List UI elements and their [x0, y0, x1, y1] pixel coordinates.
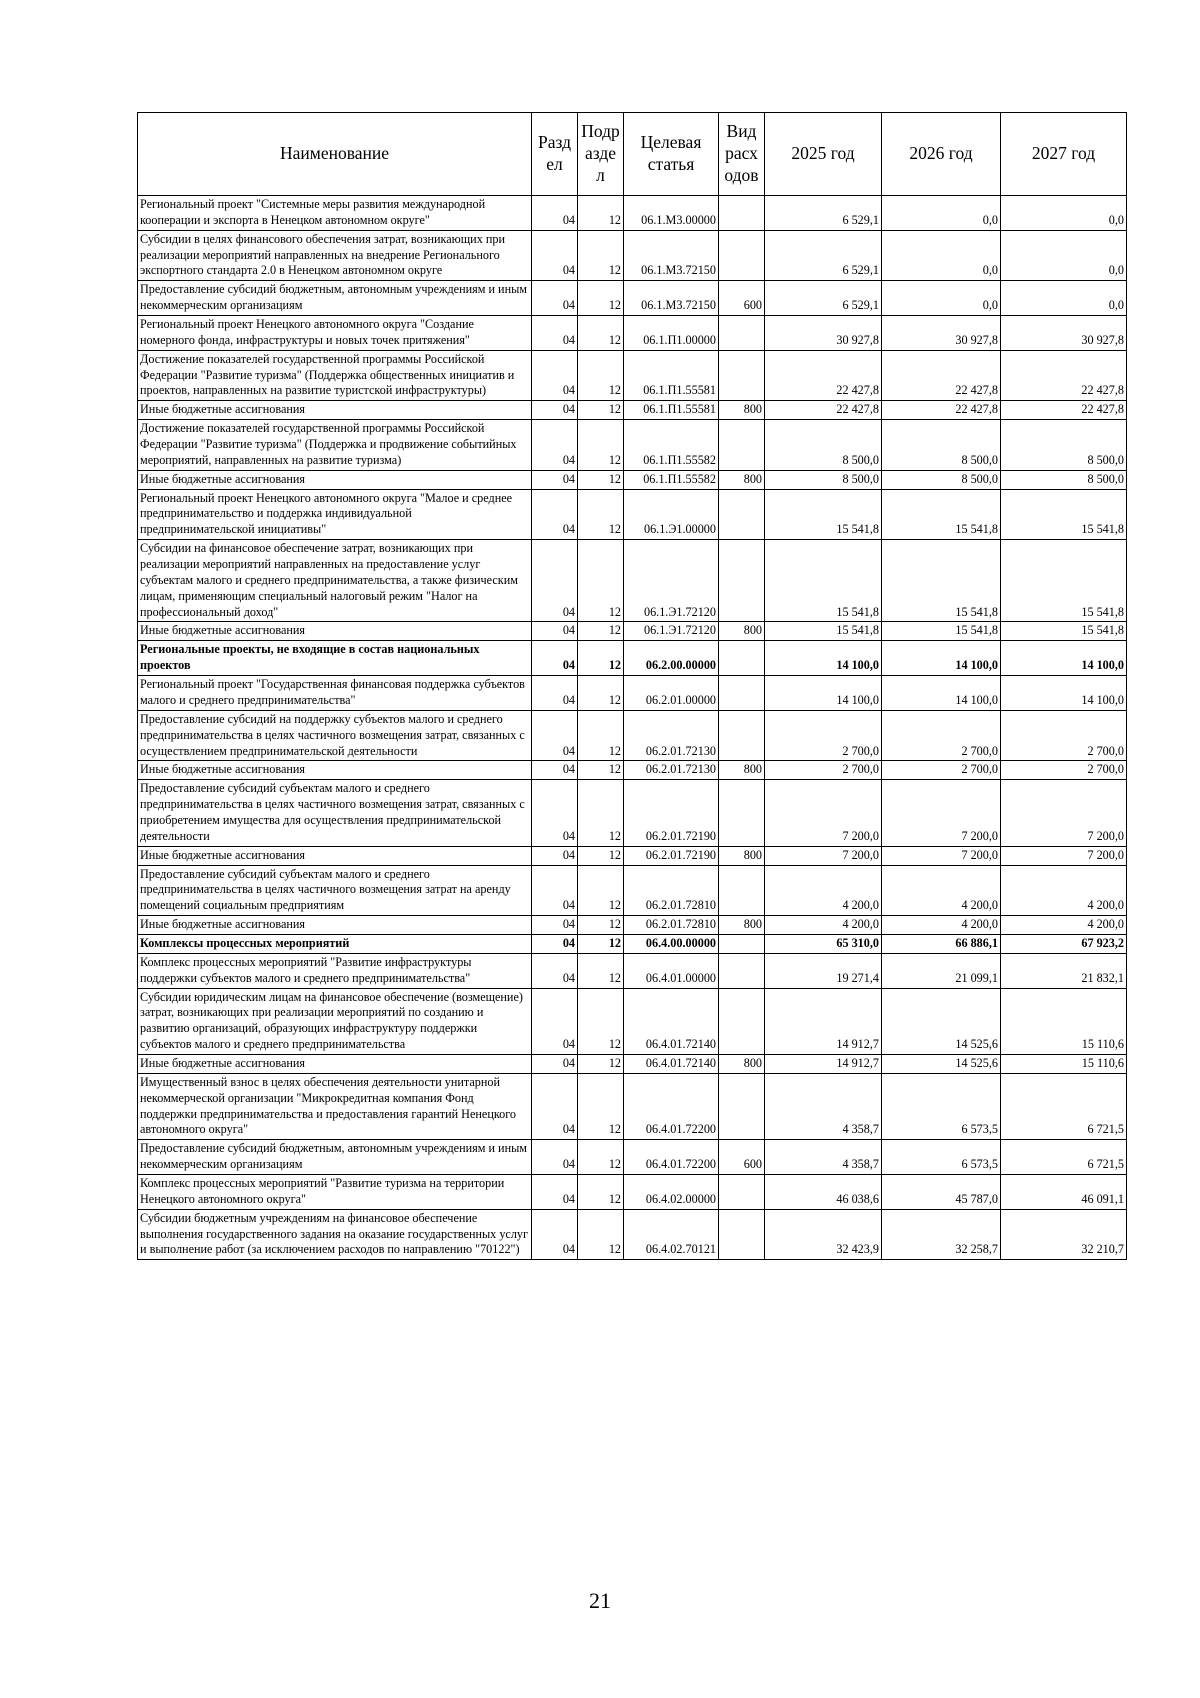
- row-celevaya-statya: 06.2.01.72130: [624, 761, 719, 780]
- row-name: Имущественный взнос в целях обеспечения деятельности унитарной некоммерческой организации "Микрокредитная компания Фонд поддержки предпринимательства и предоставления гарантий Ненецкого автономного округа": [138, 1073, 532, 1139]
- row-value-2025: 22 427,8: [765, 401, 882, 420]
- row-podrazdel: 12: [578, 316, 624, 351]
- row-razdel: 04: [532, 1174, 578, 1209]
- row-vid-rashodov: [719, 350, 765, 401]
- table-row: [138, 1209, 1127, 1260]
- table-row: [138, 761, 1127, 780]
- row-razdel: 04: [532, 934, 578, 953]
- row-celevaya-statya: 06.1.М3.72150: [624, 230, 719, 281]
- row-value-2026: 15 541,8: [882, 540, 1001, 622]
- row-razdel: 04: [532, 1140, 578, 1175]
- row-razdel: 04: [532, 641, 578, 676]
- row-razdel: 04: [532, 780, 578, 846]
- row-vid-rashodov: 800: [719, 401, 765, 420]
- row-name: Иные бюджетные ассигнования: [138, 761, 532, 780]
- header-2026: 2026 год: [882, 113, 1001, 196]
- row-name: Предоставление субсидий субъектам малого и среднего предпринимательства в целях частичного возмещения затрат, связанных с приобретением имущества для осуществления предпринимательской деятельности: [138, 780, 532, 846]
- row-celevaya-statya: 06.1.Э1.72120: [624, 540, 719, 622]
- row-value-2025: 6 529,1: [765, 281, 882, 316]
- row-value-2026: 0,0: [882, 230, 1001, 281]
- header-razdel: Разд ел: [532, 113, 578, 196]
- table-row: [138, 1174, 1127, 1209]
- row-vid-rashodov: 800: [719, 622, 765, 641]
- row-vid-rashodov: 800: [719, 1054, 765, 1073]
- row-value-2025: 4 200,0: [765, 916, 882, 935]
- row-name: Комплекс процессных мероприятий "Развитие туризма на территории Ненецкого автономного округа": [138, 1174, 532, 1209]
- row-name: Иные бюджетные ассигнования: [138, 470, 532, 489]
- row-razdel: 04: [532, 470, 578, 489]
- table-row: [138, 865, 1127, 916]
- row-value-2027: 14 100,0: [1001, 676, 1127, 711]
- row-razdel: 04: [532, 761, 578, 780]
- row-value-2026: 14 525,6: [882, 1054, 1001, 1073]
- table-body: [138, 196, 1127, 1260]
- table-header: [138, 113, 1127, 196]
- row-name: Иные бюджетные ассигнования: [138, 401, 532, 420]
- table-row: [138, 316, 1127, 351]
- row-value-2027: 4 200,0: [1001, 865, 1127, 916]
- table-row: [138, 196, 1127, 231]
- row-value-2025: 14 100,0: [765, 676, 882, 711]
- row-value-2026: 14 100,0: [882, 641, 1001, 676]
- row-podrazdel: 12: [578, 916, 624, 935]
- row-vid-rashodov: [719, 953, 765, 988]
- row-value-2027: 15 110,6: [1001, 1054, 1127, 1073]
- row-celevaya-statya: 06.4.00.00000: [624, 934, 719, 953]
- row-value-2027: 15 541,8: [1001, 622, 1127, 641]
- table-row: [138, 622, 1127, 641]
- row-value-2025: 4 358,7: [765, 1140, 882, 1175]
- row-name: Комплексы процессных мероприятий: [138, 934, 532, 953]
- row-value-2027: 6 721,5: [1001, 1140, 1127, 1175]
- table-row: [138, 1073, 1127, 1139]
- row-value-2027: 2 700,0: [1001, 710, 1127, 761]
- row-value-2027: 0,0: [1001, 196, 1127, 231]
- table-row: [138, 350, 1127, 401]
- row-value-2025: 7 200,0: [765, 846, 882, 865]
- table-row: [138, 489, 1127, 540]
- row-celevaya-statya: 06.1.М3.00000: [624, 196, 719, 231]
- row-value-2026: 14 100,0: [882, 676, 1001, 711]
- row-vid-rashodov: [719, 641, 765, 676]
- row-value-2025: 15 541,8: [765, 622, 882, 641]
- row-vid-rashodov: 800: [719, 761, 765, 780]
- row-celevaya-statya: 06.2.00.00000: [624, 641, 719, 676]
- row-value-2027: 4 200,0: [1001, 916, 1127, 935]
- row-razdel: 04: [532, 846, 578, 865]
- row-name: Предоставление субсидий бюджетным, автономным учреждениям и иным некоммерческим организациям: [138, 281, 532, 316]
- row-celevaya-statya: 06.4.01.72140: [624, 988, 719, 1054]
- row-podrazdel: 12: [578, 230, 624, 281]
- row-name: Региональный проект Ненецкого автономного округа "Создание номерного фонда, инфраструктуры и новых точек притяжения": [138, 316, 532, 351]
- row-value-2026: 21 099,1: [882, 953, 1001, 988]
- row-value-2025: 4 358,7: [765, 1073, 882, 1139]
- row-value-2027: 6 721,5: [1001, 1073, 1127, 1139]
- row-razdel: 04: [532, 988, 578, 1054]
- table-row: [138, 420, 1127, 471]
- row-podrazdel: 12: [578, 1174, 624, 1209]
- row-celevaya-statya: 06.2.01.72130: [624, 710, 719, 761]
- row-value-2025: 65 310,0: [765, 934, 882, 953]
- row-podrazdel: 12: [578, 1054, 624, 1073]
- row-podrazdel: 12: [578, 420, 624, 471]
- row-razdel: 04: [532, 953, 578, 988]
- table-row: [138, 676, 1127, 711]
- row-celevaya-statya: 06.1.П1.55582: [624, 420, 719, 471]
- row-value-2025: 32 423,9: [765, 1209, 882, 1260]
- header-celevaya-statya: Целевая статья: [624, 113, 719, 196]
- row-name: Предоставление субсидий бюджетным, автономным учреждениям и иным некоммерческим организациям: [138, 1140, 532, 1175]
- header-vid-rashodov: Вид расх одов: [719, 113, 765, 196]
- row-value-2027: 14 100,0: [1001, 641, 1127, 676]
- table-row: [138, 780, 1127, 846]
- table-row: [138, 230, 1127, 281]
- row-value-2026: 6 573,5: [882, 1140, 1001, 1175]
- row-vid-rashodov: 600: [719, 281, 765, 316]
- row-celevaya-statya: 06.1.П1.55581: [624, 401, 719, 420]
- row-value-2025: 46 038,6: [765, 1174, 882, 1209]
- row-value-2027: 7 200,0: [1001, 780, 1127, 846]
- row-value-2027: 2 700,0: [1001, 761, 1127, 780]
- row-value-2027: 67 923,2: [1001, 934, 1127, 953]
- row-podrazdel: 12: [578, 846, 624, 865]
- row-name: Субсидии бюджетным учреждениям на финансовое обеспечение выполнения государственного задания на оказание государственных услуг и выполнение работ (за исключением расходов по направлению "70122"): [138, 1209, 532, 1260]
- row-name: Иные бюджетные ассигнования: [138, 1054, 532, 1073]
- row-celevaya-statya: 06.4.02.70121: [624, 1209, 719, 1260]
- row-celevaya-statya: 06.1.М3.72150: [624, 281, 719, 316]
- row-name: Достижение показателей государственной программы Российской Федерации "Развитие туризма" (Поддержка и продвижение событийных мероприятий, направленных на развитие туризма): [138, 420, 532, 471]
- row-value-2025: 14 912,7: [765, 988, 882, 1054]
- row-value-2025: 15 541,8: [765, 489, 882, 540]
- row-value-2026: 45 787,0: [882, 1174, 1001, 1209]
- row-value-2027: 46 091,1: [1001, 1174, 1127, 1209]
- row-value-2026: 7 200,0: [882, 780, 1001, 846]
- row-value-2025: 30 927,8: [765, 316, 882, 351]
- row-value-2025: 15 541,8: [765, 540, 882, 622]
- row-value-2027: 22 427,8: [1001, 401, 1127, 420]
- row-razdel: 04: [532, 196, 578, 231]
- row-value-2025: 19 271,4: [765, 953, 882, 988]
- row-vid-rashodov: [719, 1174, 765, 1209]
- row-value-2026: 2 700,0: [882, 710, 1001, 761]
- row-celevaya-statya: 06.1.Э1.72120: [624, 622, 719, 641]
- row-podrazdel: 12: [578, 350, 624, 401]
- row-podrazdel: 12: [578, 1073, 624, 1139]
- row-value-2025: 4 200,0: [765, 865, 882, 916]
- row-value-2025: 14 912,7: [765, 1054, 882, 1073]
- row-razdel: 04: [532, 1209, 578, 1260]
- row-value-2026: 0,0: [882, 281, 1001, 316]
- row-celevaya-statya: 06.2.01.72190: [624, 780, 719, 846]
- table-row: [138, 846, 1127, 865]
- row-value-2027: 15 110,6: [1001, 988, 1127, 1054]
- row-podrazdel: 12: [578, 676, 624, 711]
- row-value-2026: 32 258,7: [882, 1209, 1001, 1260]
- budget-table: [137, 112, 1127, 1260]
- row-value-2027: 7 200,0: [1001, 846, 1127, 865]
- row-podrazdel: 12: [578, 710, 624, 761]
- header-podrazdel: Подр азде л: [578, 113, 624, 196]
- row-vid-rashodov: 800: [719, 470, 765, 489]
- row-value-2025: 22 427,8: [765, 350, 882, 401]
- row-razdel: 04: [532, 230, 578, 281]
- row-razdel: 04: [532, 865, 578, 916]
- row-name: Иные бюджетные ассигнования: [138, 916, 532, 935]
- row-podrazdel: 12: [578, 641, 624, 676]
- row-podrazdel: 12: [578, 470, 624, 489]
- row-name: Региональный проект "Системные меры развития международной кооперации и экспорта в Ненецком автономном округе": [138, 196, 532, 231]
- row-podrazdel: 12: [578, 401, 624, 420]
- row-podrazdel: 12: [578, 761, 624, 780]
- row-value-2026: 4 200,0: [882, 865, 1001, 916]
- row-vid-rashodov: [719, 934, 765, 953]
- row-value-2026: 15 541,8: [882, 622, 1001, 641]
- row-value-2027: 8 500,0: [1001, 420, 1127, 471]
- row-podrazdel: 12: [578, 540, 624, 622]
- row-podrazdel: 12: [578, 281, 624, 316]
- row-vid-rashodov: [719, 489, 765, 540]
- row-celevaya-statya: 06.1.Э1.00000: [624, 489, 719, 540]
- row-podrazdel: 12: [578, 489, 624, 540]
- row-razdel: 04: [532, 1073, 578, 1139]
- table-row: [138, 1140, 1127, 1175]
- table-row: [138, 710, 1127, 761]
- row-celevaya-statya: 06.1.П1.55581: [624, 350, 719, 401]
- row-name: Субсидии юридическим лицам на финансовое обеспечение (возмещение) затрат, возникающих при реализации мероприятий по созданию и развитию организаций, образующих инфраструктуру поддержки субъектов малого и среднего предпринимательства: [138, 988, 532, 1054]
- row-value-2026: 7 200,0: [882, 846, 1001, 865]
- table-row: [138, 470, 1127, 489]
- row-podrazdel: 12: [578, 934, 624, 953]
- row-vid-rashodov: [719, 1073, 765, 1139]
- row-value-2026: 22 427,8: [882, 350, 1001, 401]
- row-value-2026: 2 700,0: [882, 761, 1001, 780]
- row-podrazdel: 12: [578, 196, 624, 231]
- row-razdel: 04: [532, 540, 578, 622]
- row-value-2027: 8 500,0: [1001, 470, 1127, 489]
- row-celevaya-statya: 06.4.02.00000: [624, 1174, 719, 1209]
- row-value-2026: 30 927,8: [882, 316, 1001, 351]
- row-value-2025: 8 500,0: [765, 470, 882, 489]
- row-celevaya-statya: 06.2.01.72810: [624, 865, 719, 916]
- row-vid-rashodov: [719, 420, 765, 471]
- row-razdel: 04: [532, 350, 578, 401]
- table-row: [138, 540, 1127, 622]
- row-razdel: 04: [532, 316, 578, 351]
- row-razdel: 04: [532, 420, 578, 471]
- row-vid-rashodov: [719, 196, 765, 231]
- row-razdel: 04: [532, 1054, 578, 1073]
- row-razdel: 04: [532, 676, 578, 711]
- row-razdel: 04: [532, 281, 578, 316]
- row-name: Региональный проект Ненецкого автономного округа "Малое и среднее предпринимательство и поддержка индивидуальной предпринимательской инициативы": [138, 489, 532, 540]
- row-celevaya-statya: 06.2.01.72190: [624, 846, 719, 865]
- row-podrazdel: 12: [578, 1209, 624, 1260]
- table-row: [138, 641, 1127, 676]
- row-podrazdel: 12: [578, 780, 624, 846]
- row-vid-rashodov: [719, 710, 765, 761]
- row-razdel: 04: [532, 622, 578, 641]
- row-vid-rashodov: [719, 540, 765, 622]
- row-value-2027: 15 541,8: [1001, 540, 1127, 622]
- row-value-2027: 21 832,1: [1001, 953, 1127, 988]
- row-value-2025: 6 529,1: [765, 230, 882, 281]
- row-vid-rashodov: [719, 988, 765, 1054]
- row-celevaya-statya: 06.4.01.72140: [624, 1054, 719, 1073]
- row-value-2026: 66 886,1: [882, 934, 1001, 953]
- row-value-2026: 8 500,0: [882, 420, 1001, 471]
- row-value-2026: 4 200,0: [882, 916, 1001, 935]
- row-vid-rashodov: [719, 1209, 765, 1260]
- row-razdel: 04: [532, 710, 578, 761]
- row-name: Субсидии в целях финансового обеспечения затрат, возникающих при реализации мероприятий направленных на внедрение Регионального экспортного стандарта 2.0 в Ненецком автономном округе: [138, 230, 532, 281]
- row-value-2027: 30 927,8: [1001, 316, 1127, 351]
- row-value-2027: 15 541,8: [1001, 489, 1127, 540]
- row-value-2025: 14 100,0: [765, 641, 882, 676]
- header-2025: 2025 год: [765, 113, 882, 196]
- table-row: [138, 988, 1127, 1054]
- header-name: Наименование: [138, 113, 532, 196]
- row-vid-rashodov: [719, 230, 765, 281]
- row-value-2026: 8 500,0: [882, 470, 1001, 489]
- row-value-2027: 22 427,8: [1001, 350, 1127, 401]
- row-value-2025: 2 700,0: [765, 761, 882, 780]
- row-vid-rashodov: [719, 676, 765, 711]
- row-value-2025: 8 500,0: [765, 420, 882, 471]
- row-name: Иные бюджетные ассигнования: [138, 846, 532, 865]
- page-number: 21: [589, 1588, 611, 1613]
- table-row: [138, 934, 1127, 953]
- row-name: Иные бюджетные ассигнования: [138, 622, 532, 641]
- row-celevaya-statya: 06.4.01.00000: [624, 953, 719, 988]
- row-podrazdel: 12: [578, 622, 624, 641]
- row-name: Субсидии на финансовое обеспечение затрат, возникающих при реализации мероприятий направленных на предоставление услуг субъектам малого и среднего предпринимательства, а также физическим лицам, применяющим специальный налоговый режим "Налог на профессиональный доход": [138, 540, 532, 622]
- table-row: [138, 953, 1127, 988]
- header-2027: 2027 год: [1001, 113, 1127, 196]
- row-razdel: 04: [532, 489, 578, 540]
- row-podrazdel: 12: [578, 865, 624, 916]
- row-name: Предоставление субсидий на поддержку субъектов малого и среднего предпринимательства в целях частичного возмещения затрат, связанных с осуществлением предпринимательской деятельности: [138, 710, 532, 761]
- row-vid-rashodov: 800: [719, 846, 765, 865]
- row-name: Региональные проекты, не входящие в состав национальных проектов: [138, 641, 532, 676]
- row-celevaya-statya: 06.1.П1.00000: [624, 316, 719, 351]
- row-value-2027: 0,0: [1001, 230, 1127, 281]
- table-row: [138, 916, 1127, 935]
- table-row: [138, 401, 1127, 420]
- row-name: Предоставление субсидий субъектам малого и среднего предпринимательства в целях частичного возмещения затрат на аренду помещений социальным предприятиям: [138, 865, 532, 916]
- row-celevaya-statya: 06.4.01.72200: [624, 1140, 719, 1175]
- row-vid-rashodov: [719, 780, 765, 846]
- row-vid-rashodov: 800: [719, 916, 765, 935]
- row-value-2026: 14 525,6: [882, 988, 1001, 1054]
- row-value-2026: 22 427,8: [882, 401, 1001, 420]
- row-celevaya-statya: 06.2.01.00000: [624, 676, 719, 711]
- row-vid-rashodov: 600: [719, 1140, 765, 1175]
- row-vid-rashodov: [719, 865, 765, 916]
- row-value-2026: 15 541,8: [882, 489, 1001, 540]
- row-celevaya-statya: 06.2.01.72810: [624, 916, 719, 935]
- row-value-2025: 6 529,1: [765, 196, 882, 231]
- table-row: [138, 281, 1127, 316]
- row-name: Региональный проект "Государственная финансовая поддержка субъектов малого и среднего предпринимательства": [138, 676, 532, 711]
- row-name: Комплекс процессных мероприятий "Развитие инфраструктуры поддержки субъектов малого и среднего предпринимательства": [138, 953, 532, 988]
- row-podrazdel: 12: [578, 1140, 624, 1175]
- row-name: Достижение показателей государственной программы Российской Федерации "Развитие туризма" (Поддержка общественных инициатив и проектов, направленных на развитие туристской инфраструктуры): [138, 350, 532, 401]
- row-celevaya-statya: 06.4.01.72200: [624, 1073, 719, 1139]
- row-value-2025: 2 700,0: [765, 710, 882, 761]
- row-value-2027: 0,0: [1001, 281, 1127, 316]
- row-podrazdel: 12: [578, 988, 624, 1054]
- row-value-2026: 6 573,5: [882, 1073, 1001, 1139]
- row-razdel: 04: [532, 401, 578, 420]
- row-razdel: 04: [532, 916, 578, 935]
- row-value-2025: 7 200,0: [765, 780, 882, 846]
- row-podrazdel: 12: [578, 953, 624, 988]
- row-vid-rashodov: [719, 316, 765, 351]
- row-celevaya-statya: 06.1.П1.55582: [624, 470, 719, 489]
- row-value-2026: 0,0: [882, 196, 1001, 231]
- table-row: [138, 1054, 1127, 1073]
- row-value-2027: 32 210,7: [1001, 1209, 1127, 1260]
